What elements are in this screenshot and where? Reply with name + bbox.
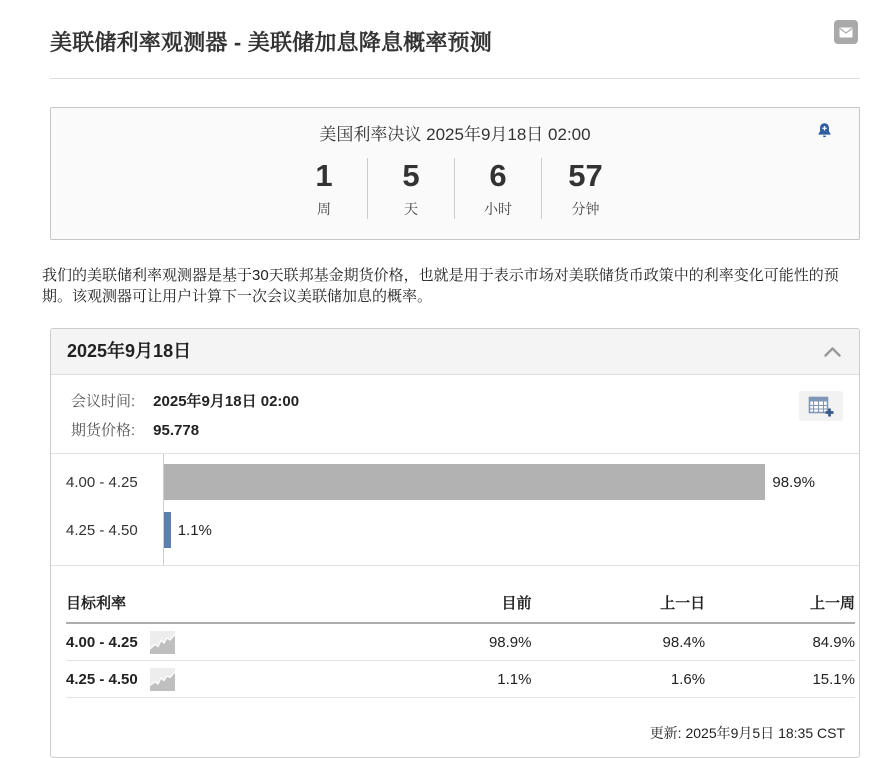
countdown-minutes	[542, 158, 629, 219]
current-value: 1.1%	[366, 661, 532, 698]
col-prev-week: 上一周	[705, 586, 855, 623]
countdown-value: 6	[489, 158, 507, 193]
updated-timestamp: 更新: 2025年9月5日 18:35 CST	[649, 725, 845, 741]
panel-header[interactable]	[51, 329, 859, 375]
table-row	[66, 623, 855, 661]
bar-track	[163, 511, 859, 549]
rate-range-label: 4.00 - 4.25	[66, 473, 138, 491]
calendar-plus-icon	[808, 395, 835, 418]
countdown-unit: 小时	[484, 201, 512, 217]
probability-chart	[51, 453, 859, 566]
panel-body	[51, 375, 859, 757]
table-header-row	[66, 586, 855, 623]
rate-range: 4.25 - 4.50	[66, 671, 138, 688]
description-text: 我们的美联储利率观测器是基于30天联邦基金期货价格，也就是用于表示市场对美联储货币政策中的利率变化可能性的预期。该观测器可让用户计算下一次会议美联储加息的概率。	[42, 267, 839, 305]
countdown-value: 1	[315, 158, 333, 193]
countdown-value: 5	[402, 158, 420, 193]
countdown-unit: 周	[317, 201, 331, 217]
countdown-value: 57	[568, 158, 603, 193]
page-title: 美联储利率观测器 - 美联储加息降息概率预测	[50, 30, 492, 55]
bar-value-label: 98.9%	[772, 473, 815, 491]
rate-range-label: 4.25 - 4.50	[66, 521, 138, 539]
chart-row	[51, 463, 859, 501]
countdown-hours	[455, 158, 542, 219]
probability-bar	[164, 464, 765, 500]
prev-week-value: 84.9%	[705, 623, 855, 661]
page-header	[0, 0, 885, 57]
sparkline-icon[interactable]	[150, 631, 175, 654]
countdown-weeks	[281, 158, 368, 219]
sparkline-icon[interactable]	[150, 668, 175, 691]
countdown-box	[50, 107, 860, 240]
current-value: 98.9%	[366, 623, 532, 661]
bell-plus-icon[interactable]	[816, 122, 833, 139]
chart-row	[51, 511, 859, 549]
prev-day-value: 1.6%	[532, 661, 706, 698]
meeting-time-label: 会议时间:	[71, 393, 136, 410]
probability-table	[66, 586, 855, 698]
countdown-days	[368, 158, 455, 219]
meeting-time-row	[71, 393, 841, 411]
countdown-unit: 分钟	[571, 201, 600, 217]
futures-price-label: 期货价格:	[71, 422, 136, 439]
panel-title: 2025年9月18日	[67, 341, 192, 361]
col-target-rate: 目标利率	[66, 586, 366, 623]
title-divider	[50, 78, 860, 79]
bar-value-label: 1.1%	[177, 521, 212, 539]
futures-price-value: 95.778	[153, 422, 200, 439]
prev-day-value: 98.4%	[532, 623, 706, 661]
add-to-calendar-button[interactable]	[799, 391, 843, 421]
chevron-up-icon[interactable]	[824, 347, 841, 357]
col-prev-day: 上一日	[532, 586, 706, 623]
event-title: 美国利率决议 2025年9月18日 02:00	[319, 125, 591, 144]
countdown-unit: 天	[404, 201, 418, 217]
meeting-panel	[50, 328, 860, 758]
email-icon[interactable]	[834, 20, 858, 44]
probability-bar	[164, 512, 171, 548]
rate-range: 4.00 - 4.25	[66, 634, 138, 651]
prev-week-value: 15.1%	[705, 661, 855, 698]
meeting-meta	[51, 393, 859, 440]
envelope-glyph	[839, 27, 853, 38]
col-current: 目前	[366, 586, 532, 623]
countdown-timer	[51, 158, 859, 219]
bar-track	[163, 463, 859, 501]
table-row	[66, 661, 855, 698]
meeting-time-value: 2025年9月18日 02:00	[153, 393, 300, 410]
futures-price-row	[71, 422, 841, 440]
